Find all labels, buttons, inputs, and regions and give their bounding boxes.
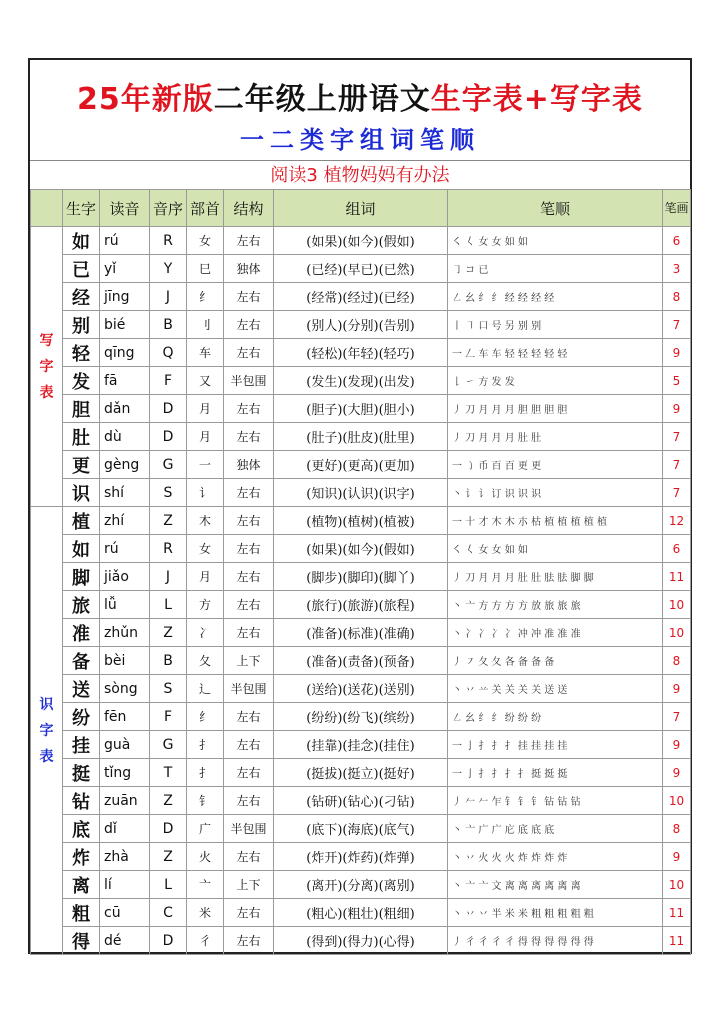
section-write-label-char: 写 xyxy=(39,332,54,349)
row-char: 经 xyxy=(63,283,100,311)
section-write-label-char: 表 xyxy=(39,384,54,401)
row-structure: 左右 xyxy=(224,563,274,591)
row-radical: 米 xyxy=(187,899,224,927)
row-stroke-count: 6 xyxy=(663,227,691,255)
row-radical: 女 xyxy=(187,535,224,563)
row-stroke-order: ㇛ 𡿨 女 女 如 如 xyxy=(448,227,663,255)
row-stroke-order: 丶 冫 冫 冫 冫 冲 冲 准 准 准 xyxy=(448,619,663,647)
row-stroke-order: 丨 ㇕ 口 号 另 别 别 xyxy=(448,311,663,339)
row-words: (发生)(发现)(出发) xyxy=(274,367,448,395)
row-structure: 左右 xyxy=(224,927,274,955)
table-row xyxy=(31,927,691,955)
row-char: 胆 xyxy=(63,395,100,423)
table-row xyxy=(31,899,691,927)
row-initial: L xyxy=(150,591,187,619)
row-structure: 半包围 xyxy=(224,367,274,395)
row-initial: L xyxy=(150,871,187,899)
table-row xyxy=(31,647,691,675)
row-stroke-order: 丿 刀 月 月 月 胆 胆 胆 胆 xyxy=(448,395,663,423)
column-header-pinyin: 读音 xyxy=(100,190,150,227)
row-words: (知识)(认识)(识字) xyxy=(274,479,448,507)
column-header-strokes: 笔顺 xyxy=(448,190,663,227)
row-structure: 上下 xyxy=(224,647,274,675)
row-radical: 广 xyxy=(187,815,224,843)
row-stroke-order: 丶 丷 火 火 火 炸 炸 炸 炸 xyxy=(448,843,663,871)
row-stroke-count: 5 xyxy=(663,367,691,395)
section-recognize-label xyxy=(31,507,63,955)
table-row xyxy=(31,591,691,619)
row-initial: D xyxy=(150,815,187,843)
row-initial: Z xyxy=(150,619,187,647)
row-stroke-count: 12 xyxy=(663,507,691,535)
row-stroke-order: 丶 丷 䒑 关 关 关 关 送 送 xyxy=(448,675,663,703)
row-initial: B xyxy=(150,647,187,675)
row-pinyin: dǎn xyxy=(100,395,150,423)
row-stroke-order: ㇜ 幺 纟 纟 纷 纷 纷 xyxy=(448,703,663,731)
row-stroke-count: 7 xyxy=(663,423,691,451)
table-row xyxy=(31,815,691,843)
row-stroke-order: 丿 彳 彳 彳 彳 得 得 得 得 得 得 xyxy=(448,927,663,955)
row-stroke-count: 9 xyxy=(663,675,691,703)
table-row xyxy=(31,703,691,731)
row-initial: F xyxy=(150,703,187,731)
row-radical: 巳 xyxy=(187,255,224,283)
row-words: (旅行)(旅游)(旅程) xyxy=(274,591,448,619)
row-words: (别人)(分别)(告别) xyxy=(274,311,448,339)
row-words: (底下)(海底)(底气) xyxy=(274,815,448,843)
row-char: 识 xyxy=(63,479,100,507)
row-words: (挂靠)(挂念)(挂住) xyxy=(274,731,448,759)
row-pinyin: dù xyxy=(100,423,150,451)
row-initial: T xyxy=(150,759,187,787)
row-pinyin: sòng xyxy=(100,675,150,703)
row-pinyin: jiǎo xyxy=(100,563,150,591)
row-radical: 火 xyxy=(187,843,224,871)
row-char: 如 xyxy=(63,227,100,255)
row-stroke-order: ㇜ 幺 纟 纟 经 经 经 经 xyxy=(448,283,663,311)
row-radical: 方 xyxy=(187,591,224,619)
row-radical: 纟 xyxy=(187,703,224,731)
row-pinyin: rú xyxy=(100,227,150,255)
row-words: (离开)(分离)(离别) xyxy=(274,871,448,899)
row-stroke-count: 6 xyxy=(663,535,691,563)
row-stroke-order: 丶 亠 广 广 庀 底 底 底 xyxy=(448,815,663,843)
row-words: (更好)(更高)(更加) xyxy=(274,451,448,479)
row-words: (得到)(得力)(心得) xyxy=(274,927,448,955)
row-char: 挺 xyxy=(63,759,100,787)
row-pinyin: zhí xyxy=(100,507,150,535)
row-stroke-order: 𠄌 ㇀ 方 发 发 xyxy=(448,367,663,395)
row-radical: 月 xyxy=(187,395,224,423)
row-words: (准备)(标准)(准确) xyxy=(274,619,448,647)
row-initial: D xyxy=(150,395,187,423)
row-char: 如 xyxy=(63,535,100,563)
row-pinyin: dé xyxy=(100,927,150,955)
row-words: (如果)(如今)(假如) xyxy=(274,535,448,563)
row-radical: 月 xyxy=(187,563,224,591)
row-structure: 左右 xyxy=(224,703,274,731)
row-pinyin: rú xyxy=(100,535,150,563)
row-stroke-count: 9 xyxy=(663,395,691,423)
row-stroke-count: 7 xyxy=(663,479,691,507)
row-char: 脚 xyxy=(63,563,100,591)
row-initial: S xyxy=(150,479,187,507)
row-stroke-order: 丿 ㇇ 夂 夂 各 备 备 备 xyxy=(448,647,663,675)
row-stroke-order: 丶 丷 丷 半 米 米 粗 粗 粗 粗 粗 xyxy=(448,899,663,927)
title-part-grade-year: 25年新版 xyxy=(77,82,214,117)
row-words: (肚子)(肚皮)(肚里) xyxy=(274,423,448,451)
table-row xyxy=(31,423,691,451)
row-radical: 辶 xyxy=(187,675,224,703)
row-char: 肚 xyxy=(63,423,100,451)
row-structure: 左右 xyxy=(224,339,274,367)
row-char: 准 xyxy=(63,619,100,647)
table-row xyxy=(31,283,691,311)
table-row xyxy=(31,479,691,507)
table-row xyxy=(31,759,691,787)
row-char: 粗 xyxy=(63,899,100,927)
row-stroke-count: 11 xyxy=(663,899,691,927)
row-initial: J xyxy=(150,563,187,591)
row-structure: 半包围 xyxy=(224,675,274,703)
row-initial: J xyxy=(150,283,187,311)
row-structure: 左右 xyxy=(224,507,274,535)
row-initial: Z xyxy=(150,507,187,535)
column-header-words: 组词 xyxy=(274,190,448,227)
row-structure: 左右 xyxy=(224,227,274,255)
row-structure: 左右 xyxy=(224,843,274,871)
row-words: (挺拔)(挺立)(挺好) xyxy=(274,759,448,787)
table-row xyxy=(31,507,691,535)
row-stroke-order: ㇛ 𡿨 女 女 如 如 xyxy=(448,535,663,563)
table-row xyxy=(31,787,691,815)
row-initial: C xyxy=(150,899,187,927)
row-initial: R xyxy=(150,227,187,255)
row-initial: R xyxy=(150,535,187,563)
row-pinyin: bèi xyxy=(100,647,150,675)
row-structure: 左右 xyxy=(224,311,274,339)
row-words: (脚步)(脚印)(脚丫) xyxy=(274,563,448,591)
page-subtitle: 一二类字组词笔顺 xyxy=(240,125,480,154)
row-structure: 左右 xyxy=(224,759,274,787)
row-pinyin: zuān xyxy=(100,787,150,815)
row-structure: 左右 xyxy=(224,899,274,927)
row-structure: 左右 xyxy=(224,619,274,647)
row-pinyin: cū xyxy=(100,899,150,927)
row-char: 轻 xyxy=(63,339,100,367)
row-stroke-count: 8 xyxy=(663,815,691,843)
row-pinyin: qīng xyxy=(100,339,150,367)
row-radical: 又 xyxy=(187,367,224,395)
row-structure: 独体 xyxy=(224,451,274,479)
section-recognize-label-char: 字 xyxy=(39,722,54,739)
row-stroke-order: 一 ㇁ 币 百 百 更 更 xyxy=(448,451,663,479)
section-write-label-char: 字 xyxy=(39,358,54,375)
row-structure: 左右 xyxy=(224,591,274,619)
row-char: 炸 xyxy=(63,843,100,871)
row-stroke-count: 10 xyxy=(663,619,691,647)
row-words: (纷纷)(纷飞)(缤纷) xyxy=(274,703,448,731)
row-pinyin: tǐng xyxy=(100,759,150,787)
row-pinyin: yǐ xyxy=(100,255,150,283)
row-radical: 夂 xyxy=(187,647,224,675)
column-header-structure: 结构 xyxy=(224,190,274,227)
row-words: (经常)(经过)(已经) xyxy=(274,283,448,311)
row-stroke-order: ㇆ コ 已 xyxy=(448,255,663,283)
row-words: (已经)(早已)(已然) xyxy=(274,255,448,283)
row-stroke-count: 9 xyxy=(663,731,691,759)
row-stroke-count: 9 xyxy=(663,843,691,871)
row-stroke-count: 7 xyxy=(663,703,691,731)
row-radical: 讠 xyxy=(187,479,224,507)
row-stroke-count: 11 xyxy=(663,927,691,955)
row-pinyin: lí xyxy=(100,871,150,899)
table-row xyxy=(31,255,691,283)
row-stroke-count: 10 xyxy=(663,787,691,815)
row-pinyin: lǚ xyxy=(100,591,150,619)
row-char: 备 xyxy=(63,647,100,675)
column-header-char: 生字 xyxy=(63,190,100,227)
row-pinyin: shí xyxy=(100,479,150,507)
row-structure: 独体 xyxy=(224,255,274,283)
title-part-subject: 二年级上册语文 xyxy=(213,82,431,117)
row-words: (植物)(植树)(植被) xyxy=(274,507,448,535)
row-radical: 扌 xyxy=(187,731,224,759)
table-row xyxy=(31,563,691,591)
row-pinyin: zhà xyxy=(100,843,150,871)
row-stroke-order: 一 𠃋 车 车 轻 轻 轻 轻 轻 xyxy=(448,339,663,367)
row-stroke-count: 7 xyxy=(663,311,691,339)
row-radical: 车 xyxy=(187,339,224,367)
page-title xyxy=(30,74,690,118)
row-char: 离 xyxy=(63,871,100,899)
row-initial: Z xyxy=(150,843,187,871)
row-structure: 左右 xyxy=(224,395,274,423)
row-stroke-order: 丿 刀 月 月 月 肚 肚 胠 胠 脚 脚 xyxy=(448,563,663,591)
row-radical: 冫 xyxy=(187,619,224,647)
row-structure: 左右 xyxy=(224,535,274,563)
row-initial: D xyxy=(150,927,187,955)
row-initial: S xyxy=(150,675,187,703)
row-radical: 女 xyxy=(187,227,224,255)
table-row xyxy=(31,843,691,871)
table-row xyxy=(31,675,691,703)
section-write-label xyxy=(31,227,63,507)
table-row xyxy=(31,227,691,255)
table-row xyxy=(31,451,691,479)
row-stroke-count: 11 xyxy=(663,563,691,591)
row-radical: 一 xyxy=(187,451,224,479)
row-stroke-order: 一 亅 扌 扌 扌 挂 挂 挂 挂 xyxy=(448,731,663,759)
row-radical: 刂 xyxy=(187,311,224,339)
row-initial: B xyxy=(150,311,187,339)
row-radical: 彳 xyxy=(187,927,224,955)
row-stroke-order: 丶 亠 方 方 方 方 放 旅 旅 旅 xyxy=(448,591,663,619)
row-char: 别 xyxy=(63,311,100,339)
row-radical: 亠 xyxy=(187,871,224,899)
row-pinyin: jīng xyxy=(100,283,150,311)
row-stroke-order: 一 亅 扌 扌 扌 扌 挺 挺 挺 xyxy=(448,759,663,787)
row-words: (粗心)(粗壮)(粗细) xyxy=(274,899,448,927)
table-row xyxy=(31,339,691,367)
section-recognize-label-char: 识 xyxy=(39,696,54,713)
row-radical: 纟 xyxy=(187,283,224,311)
table-row xyxy=(31,367,691,395)
row-structure: 左右 xyxy=(224,479,274,507)
character-table xyxy=(30,189,691,955)
row-stroke-count: 3 xyxy=(663,255,691,283)
row-pinyin: fēn xyxy=(100,703,150,731)
table-row xyxy=(31,871,691,899)
row-initial: G xyxy=(150,451,187,479)
table-row xyxy=(31,619,691,647)
row-pinyin: gèng xyxy=(100,451,150,479)
row-pinyin: zhǔn xyxy=(100,619,150,647)
row-stroke-count: 10 xyxy=(663,871,691,899)
row-char: 已 xyxy=(63,255,100,283)
row-stroke-count: 8 xyxy=(663,283,691,311)
row-radical: 钅 xyxy=(187,787,224,815)
row-stroke-count: 7 xyxy=(663,451,691,479)
row-pinyin: guà xyxy=(100,731,150,759)
row-initial: Z xyxy=(150,787,187,815)
row-pinyin: fā xyxy=(100,367,150,395)
table-header-row xyxy=(31,190,691,227)
row-char: 底 xyxy=(63,815,100,843)
row-structure: 半包围 xyxy=(224,815,274,843)
row-words: (如果)(如今)(假如) xyxy=(274,227,448,255)
row-words: (轻松)(年轻)(轻巧) xyxy=(274,339,448,367)
row-stroke-order: 丶 亠 亠 文 离 离 离 离 离 离 xyxy=(448,871,663,899)
row-radical: 扌 xyxy=(187,759,224,787)
column-header-count: 笔画 xyxy=(663,190,691,227)
row-stroke-order: 丶 讠 讠 订 识 识 识 xyxy=(448,479,663,507)
row-char: 送 xyxy=(63,675,100,703)
table-row xyxy=(31,395,691,423)
row-char: 挂 xyxy=(63,731,100,759)
row-words: (胆子)(大胆)(胆小) xyxy=(274,395,448,423)
row-structure: 左右 xyxy=(224,423,274,451)
column-header-section xyxy=(31,190,63,227)
row-words: (送给)(送花)(送别) xyxy=(274,675,448,703)
row-words: (准备)(责备)(预备) xyxy=(274,647,448,675)
row-structure: 左右 xyxy=(224,283,274,311)
table-row xyxy=(31,535,691,563)
row-stroke-count: 9 xyxy=(663,759,691,787)
row-initial: D xyxy=(150,423,187,451)
row-structure: 上下 xyxy=(224,871,274,899)
table-row xyxy=(31,311,691,339)
row-structure: 左右 xyxy=(224,787,274,815)
table-row xyxy=(31,731,691,759)
row-initial: G xyxy=(150,731,187,759)
row-stroke-order: 一 十 才 木 木 朩 枯 植 植 植 植 植 xyxy=(448,507,663,535)
worksheet-frame xyxy=(28,58,692,954)
row-words: (钻研)(钻心)(刁钻) xyxy=(274,787,448,815)
row-stroke-count: 10 xyxy=(663,591,691,619)
row-radical: 木 xyxy=(187,507,224,535)
lesson-heading: 阅读3 植物妈妈有办法 xyxy=(30,160,690,189)
column-header-radical: 部首 xyxy=(187,190,224,227)
row-char: 发 xyxy=(63,367,100,395)
row-words: (炸开)(炸药)(炸弹) xyxy=(274,843,448,871)
row-stroke-order: 丿 刀 月 月 月 肚 肚 xyxy=(448,423,663,451)
row-pinyin: bié xyxy=(100,311,150,339)
row-structure: 左右 xyxy=(224,731,274,759)
row-char: 得 xyxy=(63,927,100,955)
row-initial: F xyxy=(150,367,187,395)
column-header-initial: 音序 xyxy=(150,190,187,227)
section-recognize-label-char: 表 xyxy=(39,748,54,765)
row-char: 纷 xyxy=(63,703,100,731)
row-char: 更 xyxy=(63,451,100,479)
row-char: 钻 xyxy=(63,787,100,815)
row-initial: Q xyxy=(150,339,187,367)
title-part-tables: 生字表+写字表 xyxy=(430,82,643,117)
row-stroke-count: 8 xyxy=(663,647,691,675)
row-char: 植 xyxy=(63,507,100,535)
row-pinyin: dǐ xyxy=(100,815,150,843)
row-initial: Y xyxy=(150,255,187,283)
row-stroke-count: 9 xyxy=(663,339,691,367)
row-radical: 月 xyxy=(187,423,224,451)
row-char: 旅 xyxy=(63,591,100,619)
row-stroke-order: 丿 𠂉 𠂉 乍 钅 钅 钅 钻 钻 钻 xyxy=(448,787,663,815)
